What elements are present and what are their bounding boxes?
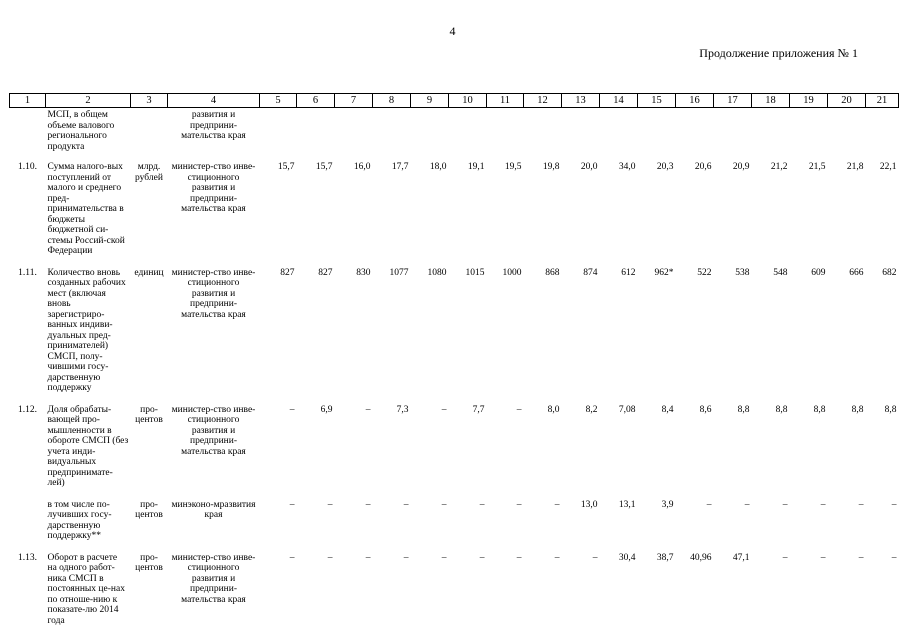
value-cell: 22,1 bbox=[879, 162, 897, 172]
value-cell: 830 bbox=[356, 267, 371, 278]
value-cell: – bbox=[441, 499, 447, 510]
value-cell: 20,0 bbox=[580, 162, 598, 172]
value-cell: 522 bbox=[697, 267, 712, 278]
row-number-cell: 1.11. bbox=[18, 267, 37, 278]
unit-cell: про-центов bbox=[135, 499, 163, 520]
value-cell bbox=[562, 108, 600, 157]
responsible-cell: министер-ство инве-стиционного развития и предприни-мательства края bbox=[171, 267, 256, 320]
value-cell: 18,0 bbox=[429, 162, 447, 172]
value-cell: 612 bbox=[621, 267, 636, 278]
indicator-name-cell: Сумма налого-вых поступлений от малого и среднего пред-принимательства в бюджеты бюджетной си-стемы Россий-ской Федерации bbox=[47, 162, 125, 256]
value-cell: – bbox=[782, 499, 788, 510]
value-cell: 20,3 bbox=[656, 162, 674, 172]
unit-cell: про-центов bbox=[135, 552, 163, 573]
value-cell bbox=[828, 108, 866, 157]
value-cell: 8,8 bbox=[737, 404, 750, 415]
unit-cell bbox=[131, 108, 168, 157]
value-cell: 21,2 bbox=[770, 162, 788, 172]
value-cell: 874 bbox=[583, 267, 598, 278]
value-cell bbox=[752, 108, 790, 157]
value-cell: 8,6 bbox=[699, 404, 712, 415]
page-number: 4 bbox=[449, 24, 456, 38]
value-cell: 7,08 bbox=[618, 404, 636, 415]
value-cell bbox=[297, 108, 335, 157]
value-cell: – bbox=[554, 552, 560, 563]
value-cell bbox=[411, 108, 449, 157]
value-cell bbox=[866, 108, 899, 157]
value-cell: 40,96 bbox=[690, 552, 712, 563]
row-number-cell: 1.13. bbox=[18, 552, 37, 563]
table-row bbox=[10, 399, 899, 494]
value-cell: 8,4 bbox=[661, 404, 674, 415]
value-cell bbox=[524, 108, 562, 157]
row-number-cell: 1.12. bbox=[18, 404, 37, 415]
column-number: 18 bbox=[752, 94, 790, 108]
column-number: 7 bbox=[335, 94, 373, 108]
table-row bbox=[10, 262, 899, 399]
column-number: 13 bbox=[562, 94, 600, 108]
column-number: 5 bbox=[260, 94, 297, 108]
value-cell: 15,7 bbox=[277, 162, 295, 172]
value-cell: 20,9 bbox=[732, 162, 750, 172]
value-cell: 47,1 bbox=[732, 552, 750, 563]
value-cell: – bbox=[516, 404, 522, 415]
responsible-cell: министер-ство инве-стиционного развития и предприни-мательства края bbox=[171, 162, 256, 214]
value-cell: 7,7 bbox=[472, 404, 485, 415]
value-cell: 34,0 bbox=[618, 162, 636, 172]
table-row bbox=[10, 108, 899, 157]
value-cell: – bbox=[516, 499, 522, 510]
value-cell bbox=[638, 108, 676, 157]
value-cell: – bbox=[479, 552, 485, 563]
row-number-cell bbox=[10, 108, 46, 157]
value-cell: 13,0 bbox=[580, 499, 598, 510]
value-cell: 13,1 bbox=[618, 499, 636, 510]
value-cell: – bbox=[403, 499, 409, 510]
value-cell: 827 bbox=[280, 267, 295, 278]
value-cell: – bbox=[441, 404, 447, 415]
column-number: 8 bbox=[373, 94, 411, 108]
value-cell: 682 bbox=[882, 267, 897, 278]
table-row bbox=[10, 156, 899, 262]
value-cell: 19,5 bbox=[504, 162, 522, 172]
table-header-row bbox=[10, 94, 899, 108]
continuation-title: Продолжение приложения № 1 bbox=[699, 46, 858, 60]
value-cell: 1000 bbox=[502, 267, 522, 278]
value-cell: 8,0 bbox=[547, 404, 560, 415]
responsible-cell: минэконо-мразвития края bbox=[171, 499, 256, 520]
value-cell: – bbox=[365, 499, 371, 510]
responsible-cell: министер-ство инве-стиционного развития и предприни-мательства края bbox=[171, 404, 256, 457]
column-number: 14 bbox=[600, 94, 638, 108]
table-row bbox=[10, 547, 899, 632]
value-cell: 538 bbox=[735, 267, 750, 278]
value-cell bbox=[449, 108, 487, 157]
indicator-name-cell: МСП, в общем объеме валового регионального продукта bbox=[47, 110, 115, 152]
value-cell: 1080 bbox=[427, 267, 447, 278]
value-cell bbox=[790, 108, 828, 157]
value-cell: 19,8 bbox=[542, 162, 560, 172]
indicator-name-cell: Количество вновь созданных рабочих мест (включая вновь зарегистриро-ванных индиви-дуальных пред-принимателей) СМСП, полу-чившими госу-дарственную поддержку bbox=[47, 267, 126, 393]
value-cell: 548 bbox=[773, 267, 788, 278]
column-number: 1 bbox=[10, 94, 46, 108]
value-cell: 19,1 bbox=[467, 162, 485, 172]
column-number: 11 bbox=[487, 94, 524, 108]
value-cell: – bbox=[289, 404, 295, 415]
value-cell: 21,5 bbox=[808, 162, 826, 172]
row-number-cell bbox=[10, 494, 46, 547]
column-number: 15 bbox=[638, 94, 676, 108]
value-cell: 17,7 bbox=[391, 162, 409, 172]
value-cell: 8,8 bbox=[813, 404, 826, 415]
value-cell bbox=[373, 108, 411, 157]
value-cell: 1015 bbox=[465, 267, 485, 278]
column-number: 16 bbox=[676, 94, 714, 108]
value-cell: – bbox=[365, 404, 371, 415]
unit-cell: про-центов bbox=[135, 404, 163, 425]
value-cell: 3,9 bbox=[661, 499, 674, 510]
value-cell: – bbox=[289, 499, 295, 510]
column-number: 19 bbox=[790, 94, 828, 108]
value-cell: – bbox=[289, 552, 295, 563]
indicator-name-cell: Оборот в расчете на одного работ-ника СМСП в постоянных це-нах по отноше-нию к показате-лю 2014 года bbox=[47, 552, 125, 626]
value-cell: – bbox=[891, 499, 897, 510]
value-cell: – bbox=[479, 499, 485, 510]
column-number: 3 bbox=[131, 94, 168, 108]
column-number: 10 bbox=[449, 94, 487, 108]
column-number: 2 bbox=[46, 94, 131, 108]
value-cell bbox=[260, 108, 297, 157]
column-number: 20 bbox=[828, 94, 866, 108]
responsible-cell: развития и предприни-мательства края bbox=[181, 110, 246, 141]
value-cell: 868 bbox=[545, 267, 560, 278]
indicators-table bbox=[9, 93, 899, 631]
column-number: 17 bbox=[714, 94, 752, 108]
value-cell bbox=[335, 108, 373, 157]
value-cell: – bbox=[592, 552, 598, 563]
value-cell: – bbox=[516, 552, 522, 563]
value-cell: 1077 bbox=[389, 267, 409, 278]
value-cell: – bbox=[706, 499, 712, 510]
value-cell: – bbox=[820, 552, 826, 563]
value-cell: 38,7 bbox=[656, 552, 674, 563]
value-cell: – bbox=[858, 499, 864, 510]
value-cell: – bbox=[327, 552, 333, 563]
value-cell: 30,4 bbox=[618, 552, 636, 563]
value-cell: – bbox=[403, 552, 409, 563]
value-cell: – bbox=[554, 499, 560, 510]
value-cell bbox=[676, 108, 714, 157]
value-cell: 962* bbox=[654, 267, 674, 278]
column-number: 4 bbox=[168, 94, 260, 108]
value-cell: – bbox=[327, 499, 333, 510]
value-cell: 7,3 bbox=[396, 404, 409, 415]
value-cell: 8,8 bbox=[775, 404, 788, 415]
responsible-cell: министер-ство инве-стиционного развития и предприни-мательства края bbox=[171, 552, 256, 605]
value-cell: – bbox=[365, 552, 371, 563]
indicator-name-cell: Доля обрабаты-вающей про-мышленности в обороте СМСП (без учета инди-видуальных предпринимате-лей) bbox=[47, 404, 129, 488]
value-cell bbox=[714, 108, 752, 157]
indicator-name-cell: в том числе по-лучивших госу-дарственную поддержку** bbox=[47, 499, 112, 541]
value-cell: – bbox=[891, 552, 897, 563]
value-cell: 15,7 bbox=[315, 162, 333, 172]
column-number: 21 bbox=[866, 94, 899, 108]
column-number: 6 bbox=[297, 94, 335, 108]
row-number-cell: 1.10. bbox=[18, 162, 37, 172]
value-cell: 666 bbox=[849, 267, 864, 278]
value-cell: 609 bbox=[811, 267, 826, 278]
value-cell: 8,8 bbox=[884, 404, 897, 415]
value-cell: – bbox=[820, 499, 826, 510]
value-cell: – bbox=[858, 552, 864, 563]
value-cell: 21,8 bbox=[846, 162, 864, 172]
value-cell: 20,6 bbox=[694, 162, 712, 172]
value-cell bbox=[600, 108, 638, 157]
column-number: 12 bbox=[524, 94, 562, 108]
value-cell: 8,2 bbox=[585, 404, 598, 415]
value-cell bbox=[487, 108, 524, 157]
value-cell: 8,8 bbox=[851, 404, 864, 415]
column-number: 9 bbox=[411, 94, 449, 108]
table-row bbox=[10, 494, 899, 547]
value-cell: – bbox=[441, 552, 447, 563]
unit-cell: млрд. рублей bbox=[135, 162, 163, 183]
value-cell: – bbox=[744, 499, 750, 510]
value-cell: 6,9 bbox=[320, 404, 333, 415]
value-cell: 827 bbox=[318, 267, 333, 278]
unit-cell: единиц bbox=[134, 267, 164, 278]
value-cell: 16,0 bbox=[353, 162, 371, 172]
value-cell: – bbox=[782, 552, 788, 563]
